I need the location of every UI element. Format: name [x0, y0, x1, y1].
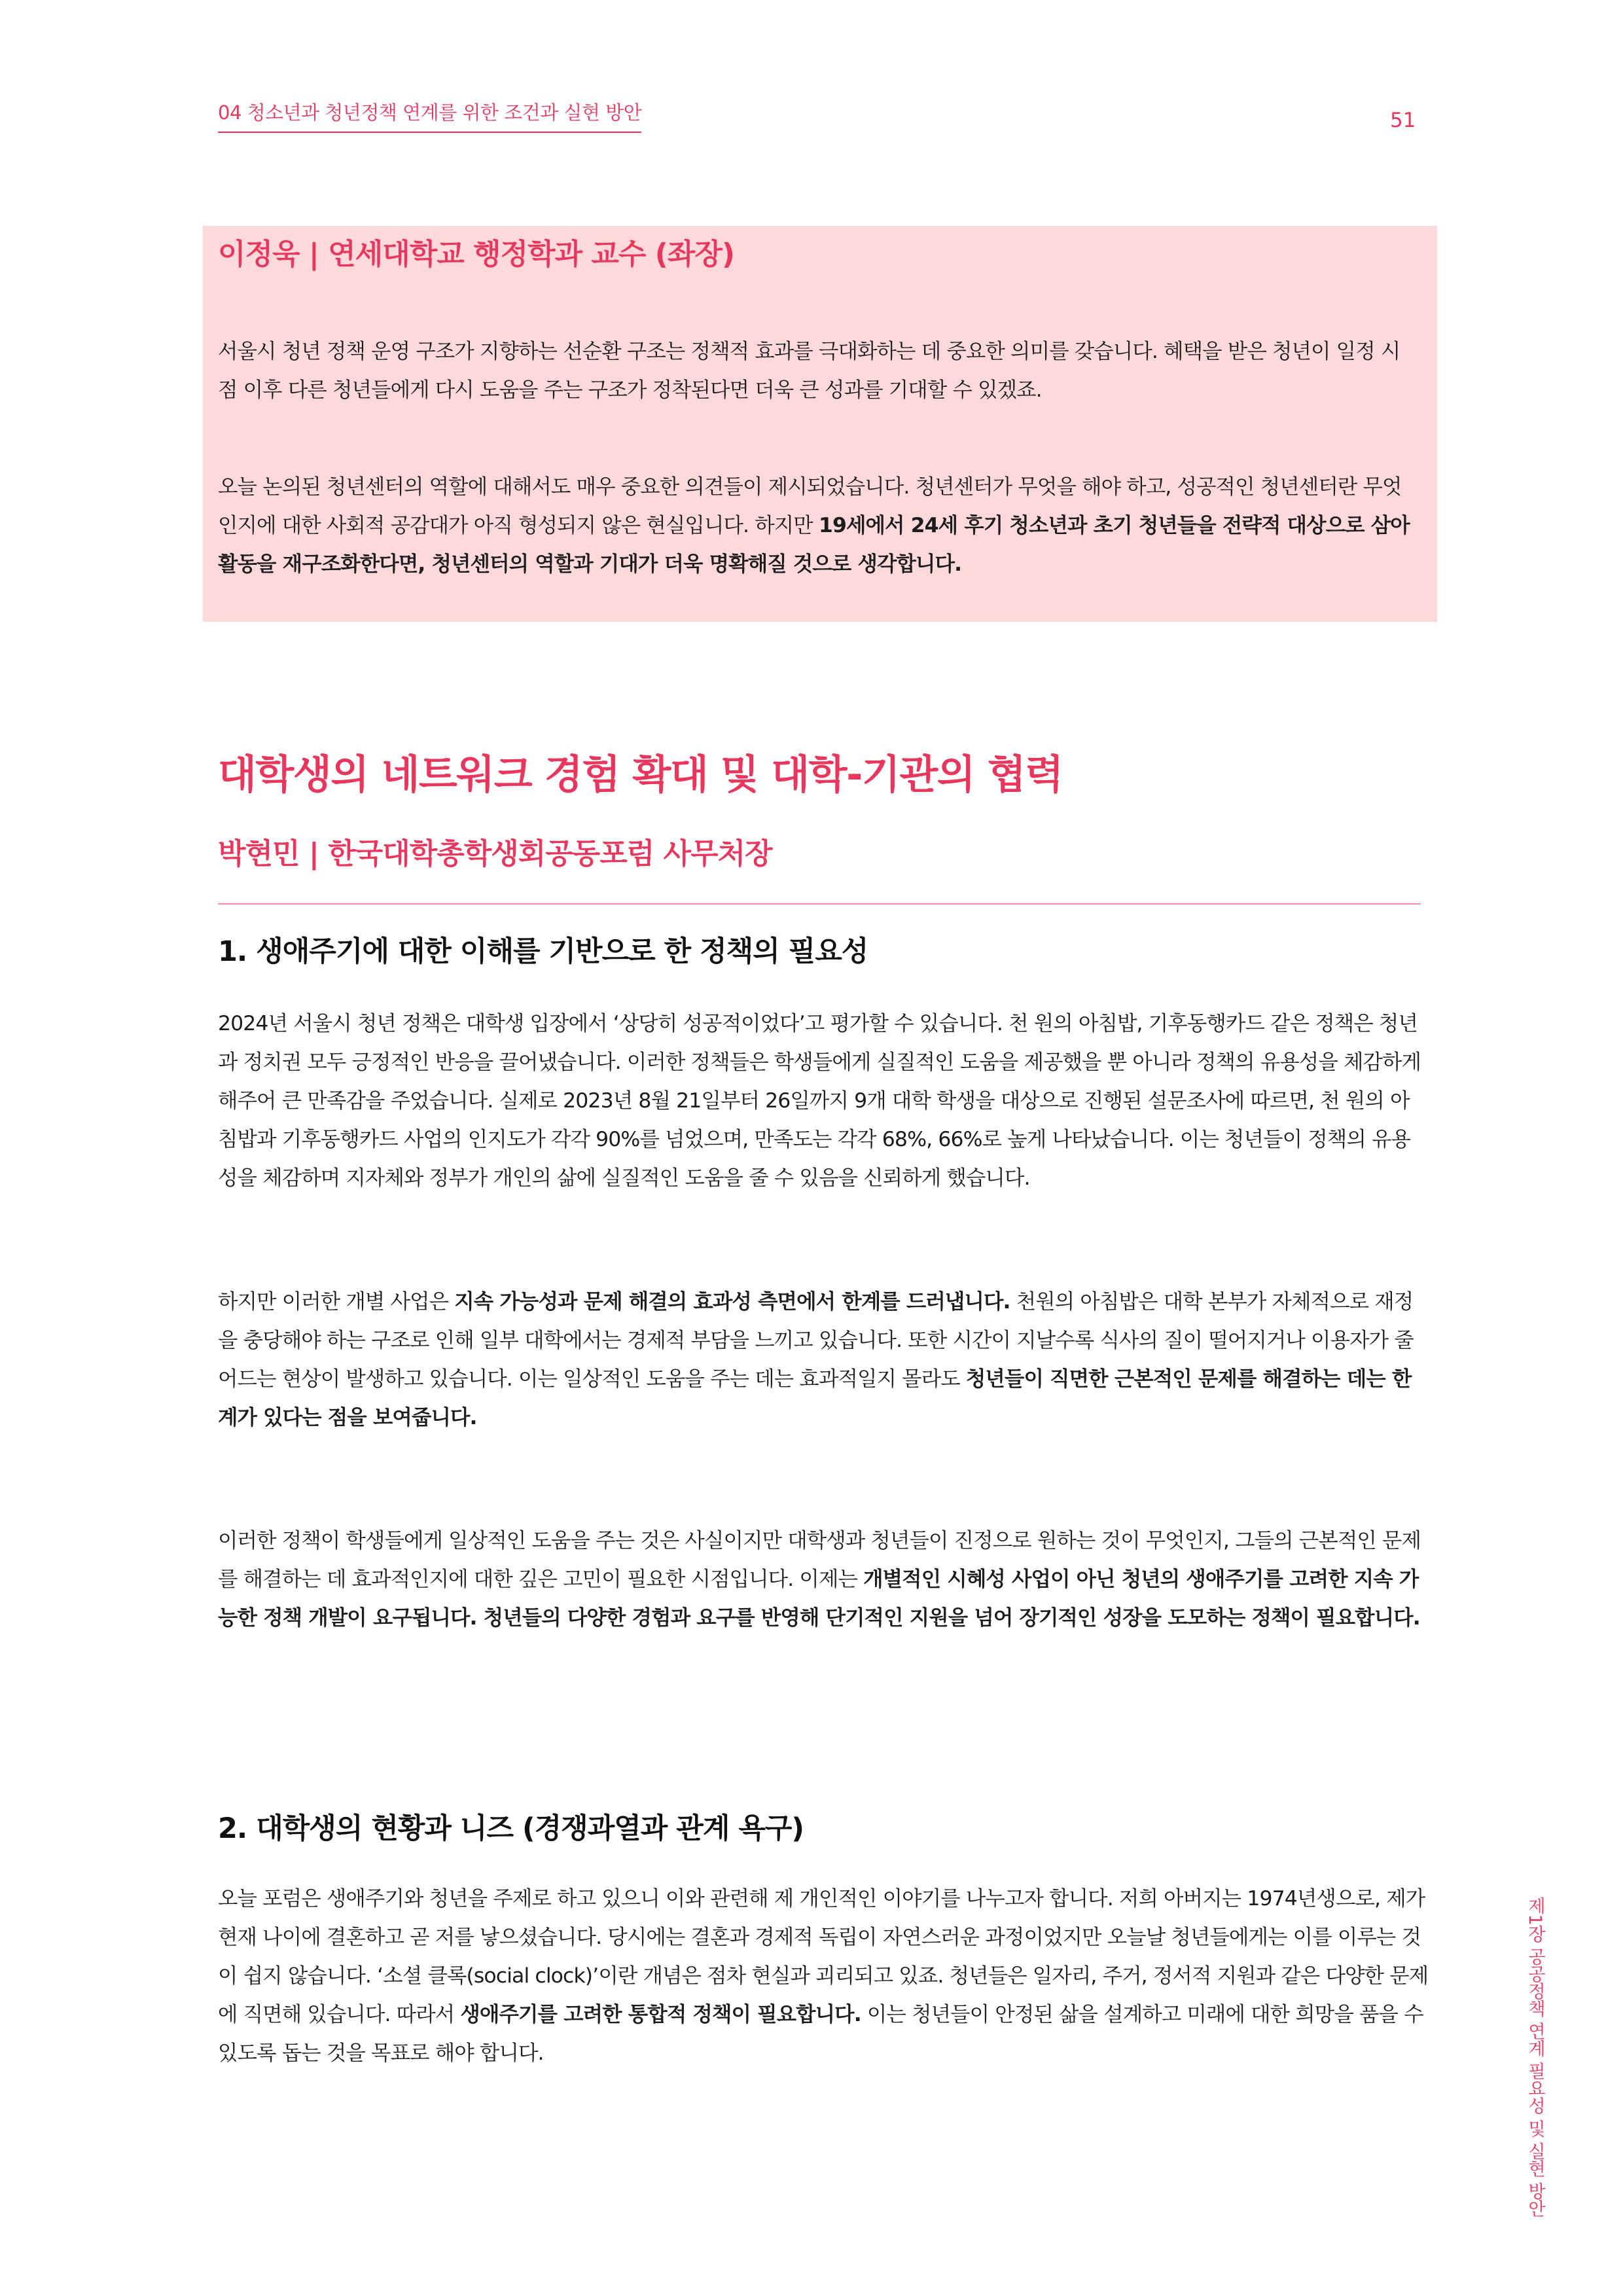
section-author: 박현민 | 한국대학총학생회공동포럼 사무처장	[218, 837, 772, 870]
section-title: 대학생의 네트워크 경험 확대 및 대학-기관의 협력	[218, 751, 1063, 798]
side-chapter-label: 제1장 공공정책 연계 필요성 및 실현 방안	[1525, 1897, 1545, 2217]
callout-paragraph-2-text: 오늘 논의된 청년센터의 역할에 대해서도 매우 중요한 의견들이 제시되었습니다. 청년센터가 무엇을 해야 하고, 성공적인 청년센터란 무엇인지에 대한 사회적 공감대가 아직 형성되지 않은 현실입니다. 하지만	[218, 475, 1402, 537]
sub1-paragraph-2-bold-a: 지속 가능성과 문제 해결의 효과성 측면에서 한계를 드러냅니다.	[454, 1290, 1010, 1314]
sub2-paragraph-1-text-a: 오늘 포럼은 생애주기와 청년을 주제로 하고 있으니 이와 관련해 제 개인적인 이야기를 나누고자 합니다. 저희 아버지는 1974년생으로, 제가 현재 나이에 결혼하고 곧 저를 낳으셨습니다. 당시에는 결혼과 경제적 독립이 자연스러운 과정이었지만 오늘날 청년들에게는 이를 이루는 것이 쉽지 않습니다. ‘소셜 클록(social clock)’이란 개념은 점차 현실과 괴리되고 있죠. 청년들은 일자리, 주거, 정서적 지원과 같은 다양한 문제에 직면해 있습니다. 따라서	[218, 1887, 1429, 2026]
sub1-paragraph-3-bold: 개별적인 시혜성 사업이 아닌 청년의 생애주기를 고려한 지속 가능한 정책 개발이 요구됩니다. 청년들의 다양한 경험과 요구를 반영해 단기적인 지원을 넘어 장기적인 성장을 도모하는 정책이 필요합니다.	[218, 1568, 1420, 1630]
sub1-paragraph-1: 2024년 서울시 청년 정책은 대학생 입장에서 ‘상당히 성공적이었다’고 평가할 수 있습니다. 천 원의 아침밥, 기후동행카드 같은 정책은 청년과 정치권 모두 긍정적인 반응을 끌어냈습니다. 이러한 정책들은 학생들에게 실질적인 도움을 제공했을 뿐 아니라 정책의 유용성을 체감하게 해주어 큰 만족감을 주었습니다. 실제로 2023년 8월 21일부터 26일까지 9개 대학 학생을 대상으로 진행된 설문조사에 따르면, 천 원의 아침밥과 기후동행카드 사업의 인지도가 각각 90%를 넘었으며, 만족도는 각각 68%, 66%로 높게 나타났습니다. 이는 청년들이 정책의 유용성을 체감하며 지자체와 정부가 개인의 삶에 실질적인 도움을 줄 수 있음을 신뢰하게 했습니다.	[218, 1012, 1421, 1190]
sub1-paragraph-3-text: 이러한 정책이 학생들에게 일상적인 도움을 주는 것은 사실이지만 대학생과 청년들이 진정으로 원하는 것이 무엇인지, 그들의 근본적인 문제를 해결하는 데 효과적인지에 대한 깊은 고민이 필요한 시점입니다. 이제는	[218, 1529, 1421, 1591]
sub1-paragraph-2	[218, 1283, 1429, 1437]
sub1-paragraph-2-bold-b: 청년들이 직면한 근본적인 문제를 해결하는 데는 한계가 있다는 점을 보여줍니다.	[218, 1367, 1412, 1429]
subheading-2: 2. 대학생의 현황과 니즈 (경쟁과열과 관계 욕구)	[218, 1812, 804, 1845]
sub1-paragraph-2-text-a: 하지만 이러한 개별 사업은	[218, 1290, 455, 1314]
page-number: 51	[1390, 109, 1416, 132]
section-divider	[218, 903, 1421, 905]
callout-paragraph-2	[218, 468, 1416, 584]
subheading-1: 1. 생애주기에 대한 이해를 기반으로 한 정책의 필요성	[218, 935, 868, 968]
sub2-paragraph-1-text-b: 이는 청년들이 안정된 삶을 설계하고 미래에 대한 희망을 품을 수 있도록 돕는 것을 목표로 해야 합니다.	[218, 2003, 1423, 2065]
chapter-header: 04 청소년과 청년정책 연계를 위한 조건과 실현 방안	[218, 98, 641, 133]
sub2-paragraph-1-bold: 생애주기를 고려한 통합적 정책이 필요합니다.	[460, 2003, 861, 2026]
callout-title: 이정욱 | 연세대학교 행정학과 교수 (좌장)	[218, 238, 734, 271]
sub2-paragraph-1	[218, 1880, 1429, 2073]
sub1-paragraph-2-text-b: 천원의 아침밥은 대학 본부가 자체적으로 재정을 충당해야 하는 구조로 인해 일부 대학에서는 경제적 부담을 느끼고 있습니다. 또한 시간이 지날수록 식사의 질이 떨어지거나 이용자가 줄어드는 현상이 발생하고 있습니다. 이는 일상적인 도움을 주는 데는 효과적일지 몰라도	[218, 1290, 1414, 1391]
sub1-paragraph-3	[218, 1522, 1429, 1638]
callout-paragraph-1: 서울시 청년 정책 운영 구조가 지향하는 선순환 구조는 정책적 효과를 극대화하는 데 중요한 의미를 갖습니다. 혜택을 받은 청년이 일정 시점 이후 다른 청년들에게 다시 도움을 주는 구조가 정착된다면 더욱 큰 성과를 기대할 수 있겠죠.	[218, 340, 1400, 402]
callout-paragraph-2-bold: 19세에서 24세 후기 청소년과 초기 청년들을 전략적 대상으로 삼아 활동을 재구조화한다면, 청년센터의 역할과 기대가 더욱 명확해질 것으로 생각합니다.	[218, 514, 1410, 576]
